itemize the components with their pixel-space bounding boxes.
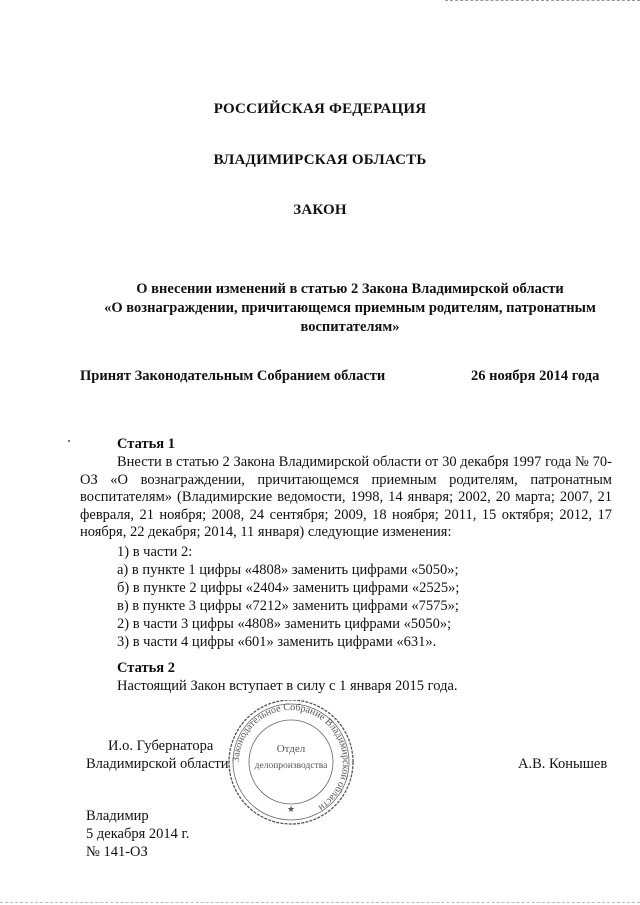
article-2-heading: Статья 2 xyxy=(117,660,175,676)
article-1-heading: Статья 1 xyxy=(117,436,175,452)
adopted-date: 26 ноября 2014 года xyxy=(471,368,600,384)
law-title xyxy=(60,280,640,337)
scan-edge-mark xyxy=(445,0,640,4)
header-country: РОССИЙСКАЯ ФЕДЕРАЦИЯ xyxy=(213,101,427,117)
article-1-item: а) в пункте 1 цифры «4808» заменить цифрами «5050»; xyxy=(117,562,459,578)
law-title-line-1: О внесении изменений в статью 2 Закона Владимирской области xyxy=(136,281,564,297)
footer-number: № 141-ОЗ xyxy=(86,844,148,860)
footer-date: 5 декабря 2014 г. xyxy=(86,826,190,842)
article-1-text: Внести в статью 2 Закона Владимирской области от 30 декабря 1997 года № 70-ОЗ «О вознаграждении, причитающемся приемным родителям, патронатным воспитателям» (Владимирские ведомости, 1998, 14 января; 2002, 20 марта; 2007, 21 февраля, 21 ноября; 2008, 24 сентября; 2009, 18 ноября; 2011, 15 октября; 2012, 17 ноября, 22 декабря; 2014, 11 января) следующие изменения: xyxy=(80,454,612,540)
footer-city: Владимир xyxy=(86,808,149,824)
signatory-position-2: Владимирской области xyxy=(86,756,229,772)
article-1-item: б) в пункте 2 цифры «2404» заменить цифрами «2525»; xyxy=(117,580,460,596)
stamp-ring-text: Законодательное Собрание Владимирской области xyxy=(230,701,352,814)
signatory-position-1: И.о. Губернатора xyxy=(108,738,214,754)
stamp-star-icon: ★ xyxy=(286,804,296,814)
article-1-item: 1) в части 2: xyxy=(117,544,193,560)
scan-speck xyxy=(68,440,70,442)
header-region: ВЛАДИМИРСКАЯ ОБЛАСТЬ xyxy=(213,152,427,168)
signatory-name: А.В. Конышев xyxy=(518,756,608,772)
law-title-line-3: воспитателям» xyxy=(300,319,400,335)
adopted-by: Принят Законодательным Собранием области xyxy=(80,368,386,384)
article-1-paragraph xyxy=(80,454,612,542)
official-stamp xyxy=(225,700,357,825)
article-1-item: 3) в части 4 цифры «601» заменить цифрами «631». xyxy=(117,634,437,650)
header-doc-type: ЗАКОН xyxy=(293,202,347,218)
law-title-line-2: «О вознаграждении, причитающемся приемным родителям, патронатным xyxy=(104,300,596,316)
stamp-center-line-1: Отдел xyxy=(276,743,306,755)
stamp-center-line-2: делопроизводства xyxy=(254,761,328,771)
article-1-item: 2) в части 3 цифры «4808» заменить цифрами «5050»; xyxy=(117,616,452,632)
article-2-text: Настоящий Закон вступает в силу с 1 января 2015 года. xyxy=(117,678,458,694)
article-1-item: в) в пункте 3 цифры «7212» заменить цифрами «7575»; xyxy=(117,598,459,614)
